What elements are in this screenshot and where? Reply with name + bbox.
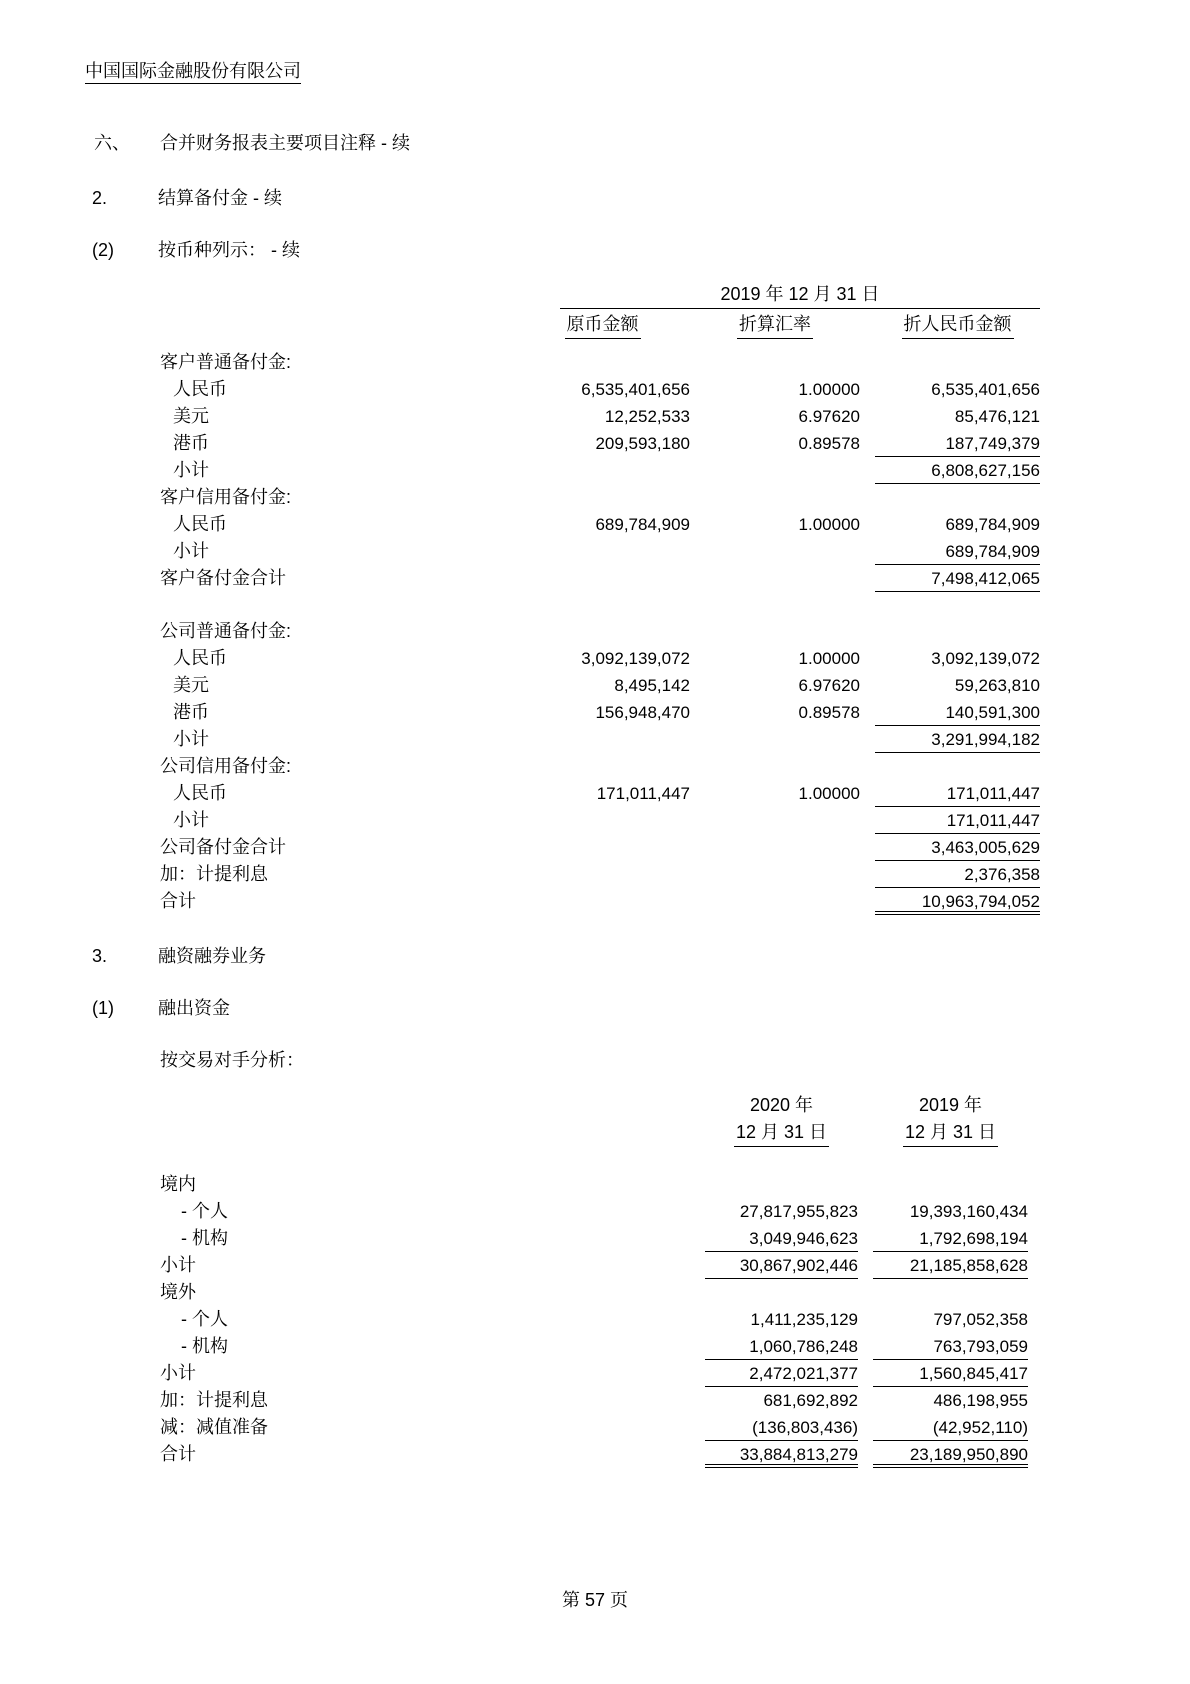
section-6-heading <box>94 131 410 155</box>
section-3-heading <box>92 944 266 968</box>
value-rate <box>690 565 860 592</box>
row-label: 境外 <box>160 1282 196 1302</box>
value-cny <box>875 349 1040 376</box>
value-orig <box>515 807 690 834</box>
value-cny <box>875 618 1040 645</box>
value-cny: 85,476,121 <box>954 407 1040 426</box>
value-cny: 689,784,909 <box>945 515 1040 534</box>
value-v2019: 1,560,845,417 <box>873 1360 1028 1387</box>
value-cny: 689,784,909 <box>875 538 1040 565</box>
row-label: 加：计提利息 <box>160 1390 268 1410</box>
value-cny <box>875 484 1040 511</box>
value-rate <box>690 538 860 565</box>
year-label: 2019 年 <box>918 1095 983 1115</box>
value-cny: 59,263,810 <box>954 676 1040 695</box>
row-label: 小计 <box>160 1255 196 1275</box>
value-orig <box>515 861 690 888</box>
row-label: 客户备付金合计 <box>160 568 286 588</box>
margin-loans-table <box>160 1092 1028 1468</box>
row-label: 客户信用备付金: <box>160 487 292 507</box>
table-row <box>160 726 1040 753</box>
value-v2020 <box>705 1279 858 1306</box>
value-orig <box>515 457 690 484</box>
table-row <box>160 861 1040 888</box>
table-row <box>160 1225 1028 1252</box>
value-rate: 6.97620 <box>798 407 860 426</box>
row-label: 人民币 <box>173 648 227 668</box>
table-row <box>160 511 1040 538</box>
table-row <box>160 672 1040 699</box>
value-v2020: (136,803,436) <box>705 1414 858 1441</box>
table-row <box>160 753 1040 780</box>
table-row <box>160 1387 1028 1414</box>
value-cny: 171,011,447 <box>875 780 1040 807</box>
section-2-2-heading <box>92 238 300 262</box>
value-cny: 3,291,994,182 <box>875 726 1040 753</box>
value-rate: 1.00000 <box>798 515 860 534</box>
table-row <box>160 1306 1028 1333</box>
section-2-heading <box>92 186 282 210</box>
company-name <box>85 57 301 83</box>
value-v2019: 19,393,160,434 <box>909 1202 1028 1221</box>
table-row <box>160 484 1040 511</box>
column-header-2019 <box>873 1092 1028 1147</box>
row-label: - 个人 <box>181 1201 228 1221</box>
table-row <box>160 807 1040 834</box>
table-row <box>160 565 1040 592</box>
value-orig: 8,495,142 <box>614 676 690 695</box>
row-label: 小计 <box>173 810 209 830</box>
row-label: 客户普通备付金: <box>160 352 292 372</box>
value-v2019: 23,189,950,890 <box>873 1441 1028 1468</box>
value-v2019: 21,185,858,628 <box>873 1252 1028 1279</box>
value-orig: 171,011,447 <box>596 784 690 803</box>
row-label: 减：减值准备 <box>160 1417 268 1437</box>
settlement-reserve-table <box>160 280 1040 915</box>
value-cny: 3,463,005,629 <box>875 834 1040 861</box>
column-header-original-amount: 原币金额 <box>515 309 690 343</box>
row-label: 合计 <box>160 1444 196 1464</box>
value-orig <box>515 888 690 915</box>
value-rate <box>690 618 860 645</box>
row-label: 小计 <box>173 541 209 561</box>
value-v2020: 2,472,021,377 <box>705 1360 858 1387</box>
value-cny: 2,376,358 <box>875 861 1040 888</box>
column-header-2020 <box>705 1092 858 1147</box>
row-label: 小计 <box>160 1363 196 1383</box>
empty-header-cell <box>160 309 515 343</box>
section-title: 融出资金 <box>158 998 230 1018</box>
value-orig <box>515 618 690 645</box>
year-label: 2020 年 <box>749 1095 814 1115</box>
reserve-table-column-headers <box>160 309 1040 343</box>
table-row <box>160 1171 1028 1198</box>
table-row <box>160 699 1040 726</box>
date-label: 12 月 31 日 <box>903 1119 998 1147</box>
row-label: 人民币 <box>173 379 227 399</box>
company-name-text: 中国国际金融股份有限公司 <box>85 61 301 84</box>
value-cny: 3,092,139,072 <box>931 649 1040 668</box>
row-label: 小计 <box>173 729 209 749</box>
value-v2020: 1,411,235,129 <box>750 1310 858 1329</box>
value-orig <box>515 538 690 565</box>
value-v2020: 681,692,892 <box>763 1391 858 1410</box>
column-header-cny-amount: 折人民币金额 <box>875 309 1040 343</box>
value-rate <box>690 753 860 780</box>
table-row <box>160 538 1040 565</box>
section-number: 3. <box>92 946 108 966</box>
value-orig <box>515 484 690 511</box>
value-rate <box>690 888 860 915</box>
value-cny: 6,808,627,156 <box>875 457 1040 484</box>
row-label: 小计 <box>173 460 209 480</box>
value-v2020 <box>705 1171 858 1198</box>
value-orig <box>515 565 690 592</box>
row-label: - 个人 <box>181 1309 228 1329</box>
value-rate <box>690 457 860 484</box>
section-title: 按币种列示： - 续 <box>158 240 300 260</box>
value-orig: 12,252,533 <box>604 407 690 426</box>
value-rate <box>690 349 860 376</box>
value-rate <box>690 807 860 834</box>
row-label: 境内 <box>160 1174 196 1194</box>
value-rate <box>690 861 860 888</box>
row-label: 人民币 <box>173 514 227 534</box>
reserve-table-body <box>160 349 1040 915</box>
value-rate: 0.89578 <box>798 703 860 722</box>
spacer-row <box>160 592 1040 618</box>
table-row <box>160 1441 1028 1468</box>
row-label: 公司信用备付金: <box>160 756 292 776</box>
value-orig <box>515 753 690 780</box>
row-label: 公司备付金合计 <box>160 837 286 857</box>
value-cny: 140,591,300 <box>875 699 1040 726</box>
table-row <box>160 834 1040 861</box>
table-row <box>160 1279 1028 1306</box>
table-row <box>160 457 1040 484</box>
value-rate <box>690 484 860 511</box>
date-header-text: 2019 年 12 月 31 日 <box>720 284 880 304</box>
table-row <box>160 1252 1028 1279</box>
table-row <box>160 1333 1028 1360</box>
value-orig: 689,784,909 <box>595 515 690 534</box>
value-v2019: (42,952,110) <box>873 1414 1028 1441</box>
row-label: 人民币 <box>173 783 227 803</box>
row-label: 港币 <box>173 702 209 722</box>
value-v2019: 1,792,698,194 <box>873 1225 1028 1252</box>
value-cny: 6,535,401,656 <box>931 380 1040 399</box>
date-label: 12 月 31 日 <box>734 1119 829 1147</box>
value-orig <box>515 834 690 861</box>
value-rate <box>690 834 860 861</box>
section-number: 2. <box>92 188 108 208</box>
value-v2019: 486,198,955 <box>933 1391 1028 1410</box>
value-orig <box>515 726 690 753</box>
value-rate: 1.00000 <box>798 649 860 668</box>
value-orig <box>515 349 690 376</box>
table-row <box>160 645 1040 672</box>
row-label: 公司普通备付金: <box>160 621 292 641</box>
value-cny: 10,963,794,052 <box>875 888 1040 915</box>
value-cny <box>875 753 1040 780</box>
row-label: 港币 <box>173 433 209 453</box>
table-row <box>160 349 1040 376</box>
section-title: 融资融券业务 <box>158 946 266 966</box>
margin-table-column-headers <box>160 1092 1028 1147</box>
table-row <box>160 780 1040 807</box>
section-number: (2) <box>92 240 114 260</box>
value-cny: 7,498,412,065 <box>875 565 1040 592</box>
table-row <box>160 376 1040 403</box>
value-v2019: 797,052,358 <box>933 1310 1028 1329</box>
table-row <box>160 618 1040 645</box>
section-title: 合并财务报表主要项目注释 - 续 <box>160 133 410 153</box>
value-v2020: 3,049,946,623 <box>705 1225 858 1252</box>
column-header-exchange-rate: 折算汇率 <box>690 309 860 343</box>
value-v2019 <box>873 1171 1028 1198</box>
value-rate: 1.00000 <box>798 380 860 399</box>
value-v2020: 27,817,955,823 <box>739 1202 858 1221</box>
table-row <box>160 403 1040 430</box>
section-title: 结算备付金 - 续 <box>158 188 282 208</box>
table-row <box>160 1360 1028 1387</box>
value-orig: 156,948,470 <box>595 703 690 722</box>
value-v2019 <box>873 1279 1028 1306</box>
value-cny: 171,011,447 <box>875 807 1040 834</box>
row-label: 美元 <box>173 675 209 695</box>
empty-header-cell <box>160 1092 705 1147</box>
section-number: (1) <box>92 998 114 1018</box>
section-number: 六、 <box>94 133 130 153</box>
counterparty-analysis-label: 按交易对手分析： <box>160 1050 304 1070</box>
value-v2020: 30,867,902,446 <box>705 1252 858 1279</box>
value-rate: 0.89578 <box>798 434 860 453</box>
row-label: 加：计提利息 <box>160 864 268 884</box>
table-row <box>160 430 1040 457</box>
value-orig: 6,535,401,656 <box>581 380 690 399</box>
value-v2019: 763,793,059 <box>873 1333 1028 1360</box>
value-v2020: 33,884,813,279 <box>705 1441 858 1468</box>
table-row <box>160 1198 1028 1225</box>
table-row <box>160 888 1040 915</box>
margin-table-body <box>160 1171 1028 1468</box>
row-label: - 机构 <box>181 1228 228 1248</box>
value-rate <box>690 726 860 753</box>
value-rate: 1.00000 <box>798 784 860 803</box>
page-number: 第 57 页 <box>561 1590 629 1610</box>
reserve-table-date-header <box>560 280 1040 309</box>
value-rate: 6.97620 <box>798 676 860 695</box>
value-orig: 3,092,139,072 <box>581 649 690 668</box>
row-label: 美元 <box>173 406 209 426</box>
row-label: 合计 <box>160 891 196 911</box>
value-cny: 187,749,379 <box>875 430 1040 457</box>
value-v2020: 1,060,786,248 <box>705 1333 858 1360</box>
row-label: - 机构 <box>181 1336 228 1356</box>
table-row <box>160 1414 1028 1441</box>
section-3-1-heading <box>92 996 230 1020</box>
value-orig: 209,593,180 <box>595 434 690 453</box>
